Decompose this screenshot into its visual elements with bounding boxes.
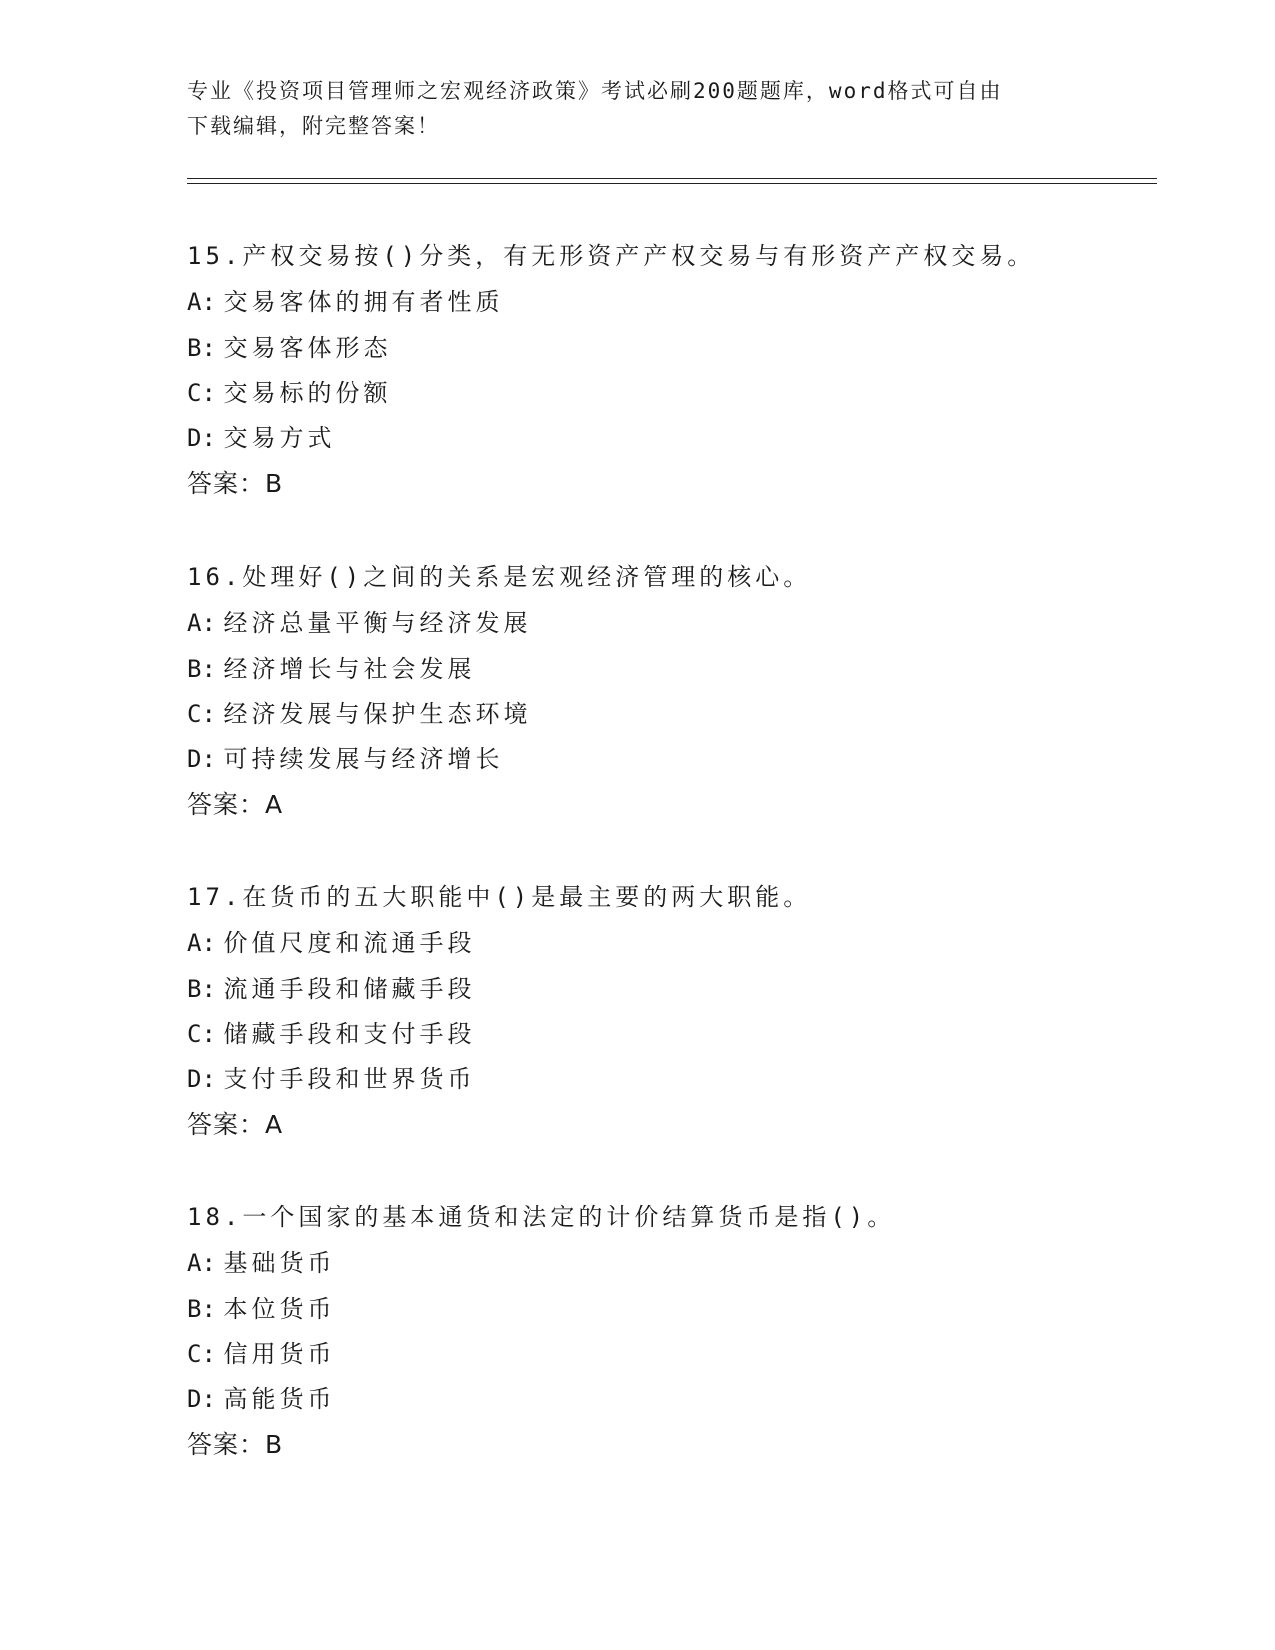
answer-line: 答案：A [187,790,284,819]
question-stem: 18.一个国家的基本通货和法定的计价结算货币是指()。 [187,1203,896,1231]
option-text: 经济增长与社会发展 [223,655,476,683]
answer-line: 答案：B [187,469,284,498]
option-letter: B [187,975,202,1003]
option-letter: C [187,1020,202,1048]
option-text: 交易标的份额 [223,379,392,407]
option-letter: A [187,1249,202,1277]
option-separator: : [201,1385,216,1413]
option-letter: D [187,1065,202,1093]
option-text: 高能货币 [223,1385,336,1413]
option-separator: : [201,745,216,773]
option-letter: A [187,288,202,316]
header-line-2: 下载编辑，附完整答案！ [187,114,440,138]
option-b [187,653,475,685]
option-text: 经济发展与保护生态环境 [223,700,532,728]
answer-line: 答案：B [187,1430,284,1459]
option-d [187,1063,475,1095]
option-letter: B [187,1295,202,1323]
option-text: 交易方式 [223,424,336,452]
option-letter: C [187,700,202,728]
document-header [187,74,1087,144]
question-stem: 17.在货币的五大职能中()是最主要的两大职能。 [187,883,812,911]
option-separator: : [201,1065,216,1093]
option-text: 储藏手段和支付手段 [223,1020,476,1048]
option-separator: : [201,424,216,452]
option-separator: : [201,975,216,1003]
option-letter: B [187,655,202,683]
option-d [187,1383,335,1415]
option-text: 经济总量平衡与经济发展 [223,609,532,637]
option-text: 本位货币 [223,1295,336,1323]
option-separator: : [201,609,216,637]
option-letter: A [187,609,202,637]
option-letter: D [187,424,202,452]
option-c [187,377,391,409]
option-text: 支付手段和世界货币 [223,1065,476,1093]
option-separator: : [201,655,216,683]
option-a [187,607,531,639]
option-text: 可持续发展与经济增长 [223,745,504,773]
option-letter: D [187,1385,202,1413]
option-text: 价值尺度和流通手段 [223,929,476,957]
option-c [187,1338,335,1370]
option-c [187,1018,475,1050]
option-separator: : [201,334,216,362]
option-d [187,743,503,775]
option-a [187,1247,335,1279]
option-separator: : [201,288,216,316]
option-text: 交易客体形态 [223,334,392,362]
option-separator: : [201,1249,216,1277]
option-b [187,1293,335,1325]
option-a [187,286,503,318]
option-text: 信用货币 [223,1340,336,1368]
option-separator: : [201,379,216,407]
option-separator: : [201,929,216,957]
option-a [187,927,475,959]
option-separator: : [201,1295,216,1323]
option-b [187,973,475,1005]
option-text: 基础货币 [223,1249,336,1277]
answer-line: 答案：A [187,1110,284,1139]
question-stem: 16.处理好()之间的关系是宏观经济管理的核心。 [187,563,812,591]
header-divider-top [187,178,1157,179]
option-c [187,698,531,730]
option-letter: A [187,929,202,957]
option-letter: C [187,379,202,407]
option-separator: : [201,1020,216,1048]
option-letter: B [187,334,202,362]
option-b [187,332,391,364]
option-d [187,422,335,454]
header-line-1: 专业《投资项目管理师之宏观经济政策》考试必刷200题题库，word格式可自由 [187,79,1003,103]
option-separator: : [201,700,216,728]
option-separator: : [201,1340,216,1368]
option-letter: D [187,745,202,773]
header-divider-bottom [187,183,1157,184]
option-text: 交易客体的拥有者性质 [223,288,504,316]
option-text: 流通手段和储藏手段 [223,975,476,1003]
option-letter: C [187,1340,202,1368]
question-stem: 15.产权交易按()分类，有无形资产产权交易与有形资产产权交易。 [187,242,1036,270]
